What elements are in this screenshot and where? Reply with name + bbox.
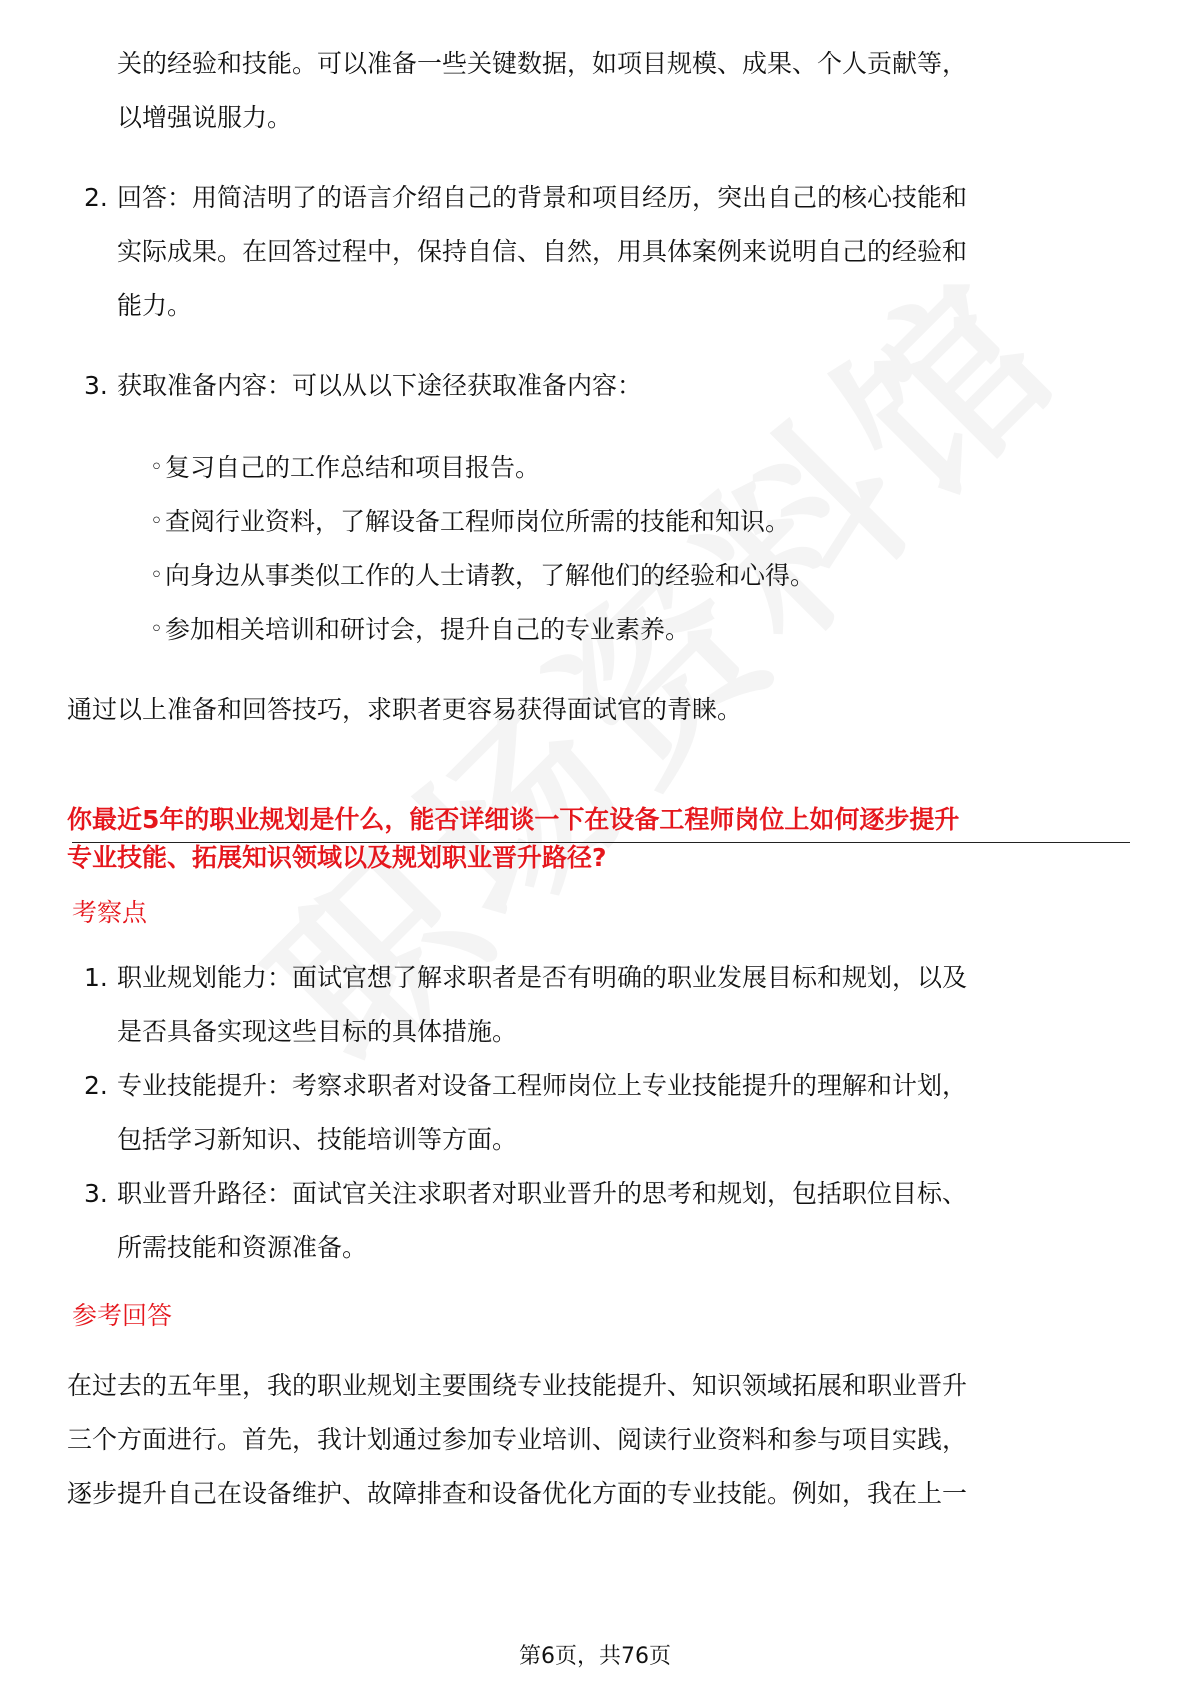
list-item-line: 是否具备实现这些目标的具体措施。 <box>117 1017 518 1046</box>
summary-paragraph: 通过以上准备和回答技巧，求职者更容易获得面试官的青睐。 <box>67 695 743 724</box>
list-item-line: 职业晋升路径：面试官关注求职者对职业晋升的思考和规划，包括职位目标、 <box>117 1179 968 1208</box>
bullet-icon: ◦ <box>150 617 163 642</box>
answer-line: 三个方面进行。首先，我计划通过参加专业培训、阅读行业资料和参与项目实践， <box>67 1425 968 1454</box>
question-heading: 专业技能、拓展知识领域以及规划职业晋升路径? <box>67 843 607 872</box>
paragraph-line: 以增强说服力。 <box>117 103 293 132</box>
list-item-line: 包括学习新知识、技能培训等方面。 <box>117 1125 518 1154</box>
list-item-line: 能力。 <box>117 291 193 320</box>
list-item-line: 职业规划能力：面试官想了解求职者是否有明确的职业发展目标和规划，以及 <box>117 963 968 992</box>
answer-line: 在过去的五年里，我的职业规划主要围绕专业技能提升、知识领域拓展和职业晋升 <box>67 1371 968 1400</box>
list-number: 1. <box>84 963 108 992</box>
list-number: 2. <box>84 1071 108 1100</box>
list-number: 3. <box>84 371 108 400</box>
bullet-item: 复习自己的工作总结和项目报告。 <box>165 453 541 482</box>
section-title-exam: 考察点 <box>72 898 148 927</box>
list-number: 2. <box>84 183 108 212</box>
bullet-icon: ◦ <box>150 455 163 480</box>
page-footer: 第6页，共76页 <box>519 1644 671 1669</box>
bullet-item: 查阅行业资料，了解设备工程师岗位所需的技能和知识。 <box>165 507 791 536</box>
list-item-line: 回答：用简洁明了的语言介绍自己的背景和项目经历，突出自己的核心技能和 <box>117 183 968 212</box>
list-item-line: 专业技能提升：考察求职者对设备工程师岗位上专业技能提升的理解和计划， <box>117 1071 968 1100</box>
list-item-line: 实际成果。在回答过程中，保持自信、自然，用具体案例来说明自己的经验和 <box>117 237 968 266</box>
list-item-line: 获取准备内容：可以从以下途径获取准备内容： <box>117 371 643 400</box>
bullet-icon: ◦ <box>150 563 163 588</box>
bullet-item: 向身边从事类似工作的人士请教，了解他们的经验和心得。 <box>165 561 816 590</box>
list-item-line: 所需技能和资源准备。 <box>117 1233 368 1262</box>
bullet-icon: ◦ <box>150 509 163 534</box>
paragraph-line: 关的经验和技能。可以准备一些关键数据，如项目规模、成果、个人贡献等， <box>117 49 968 78</box>
question-heading: 你最近5年的职业规划是什么，能否详细谈一下在设备工程师岗位上如何逐步提升 <box>67 805 960 834</box>
list-number: 3. <box>84 1179 108 1208</box>
bullet-item: 参加相关培训和研讨会，提升自己的专业素养。 <box>165 615 691 644</box>
answer-line: 逐步提升自己在设备维护、故障排查和设备优化方面的专业技能。例如，我在上一 <box>67 1479 968 1508</box>
section-title-answer: 参考回答 <box>72 1301 173 1330</box>
